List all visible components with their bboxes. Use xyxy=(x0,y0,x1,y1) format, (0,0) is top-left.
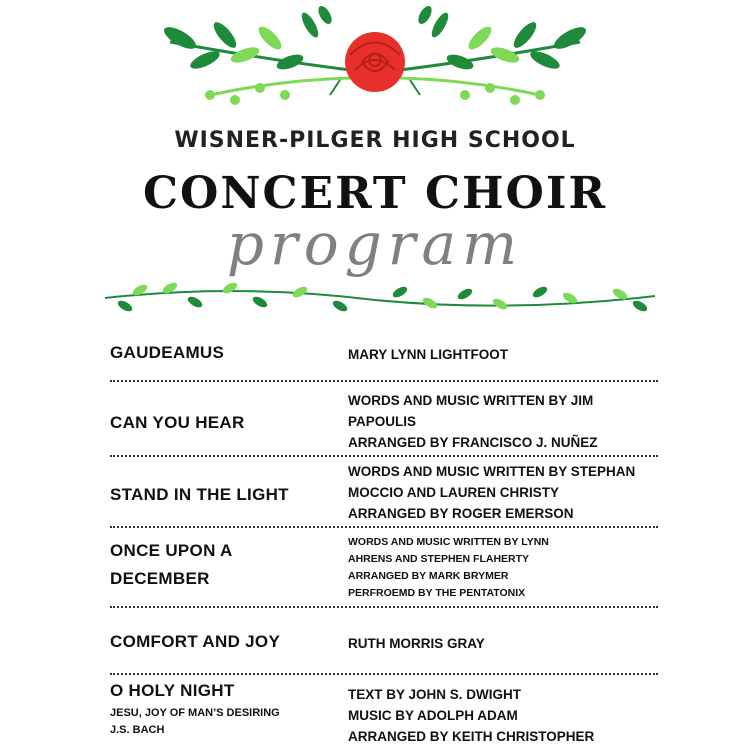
piece-credits: WORDS AND MUSIC WRITTEN BY STEPHAN MOCCIO AND LAUREN CHRISTY ARRANGED BY ROGER EMERSON xyxy=(348,464,636,521)
piece-title: ONCE UPON A xyxy=(110,541,233,560)
page-title: CONCERT CHOIR xyxy=(142,168,608,219)
piece-title: CAN YOU HEAR xyxy=(110,413,245,432)
school-name: WISNER-PILGER HIGH SCHOOL xyxy=(174,128,576,153)
piece-credits: TEXT BY JOHN S. DWIGHT MUSIC BY ADOLPH ADAM ARRANGED BY KEITH CHRISTOPHER xyxy=(348,687,595,744)
left-branch-icon xyxy=(161,4,350,105)
dotted-divider xyxy=(110,526,658,528)
piece-credits: RUTH MORRIS GRAY xyxy=(348,636,485,651)
piece-credits: WORDS AND MUSIC WRITTEN BY LYNN AHRENS AND STEPHEN FLAHERTY ARRANGED BY MARK BRYMER PERFROEMD BY THE PENTATONIX xyxy=(348,536,549,599)
piece-title: STAND IN THE LIGHT xyxy=(110,485,289,504)
piece-title: O HOLY NIGHT xyxy=(110,681,235,700)
rose-wreath-decoration xyxy=(150,0,600,115)
piece-title: GAUDEAMUS xyxy=(110,343,225,362)
piece-title-line-2: DECEMBER xyxy=(110,569,210,588)
rose-icon xyxy=(345,32,405,92)
piece-subtitle: JESU, JOY OF MAN’S DESIRING xyxy=(110,707,280,719)
dotted-divider xyxy=(110,606,658,608)
dotted-divider xyxy=(110,455,658,457)
dotted-divider xyxy=(110,673,658,675)
leaf-garland-divider xyxy=(100,278,660,318)
dotted-divider xyxy=(110,380,658,382)
piece-credits: MARY LYNN LIGHTFOOT xyxy=(348,347,509,362)
right-branch-icon xyxy=(400,4,589,105)
piece-subtitle: J.S. BACH xyxy=(110,724,165,736)
program-script-heading: program xyxy=(226,210,524,278)
piece-title: COMFORT AND JOY xyxy=(110,632,281,651)
piece-credits: WORDS AND MUSIC WRITTEN BY JIM PAPOULIS ARRANGED BY FRANCISCO J. NUÑEZ xyxy=(348,393,598,450)
